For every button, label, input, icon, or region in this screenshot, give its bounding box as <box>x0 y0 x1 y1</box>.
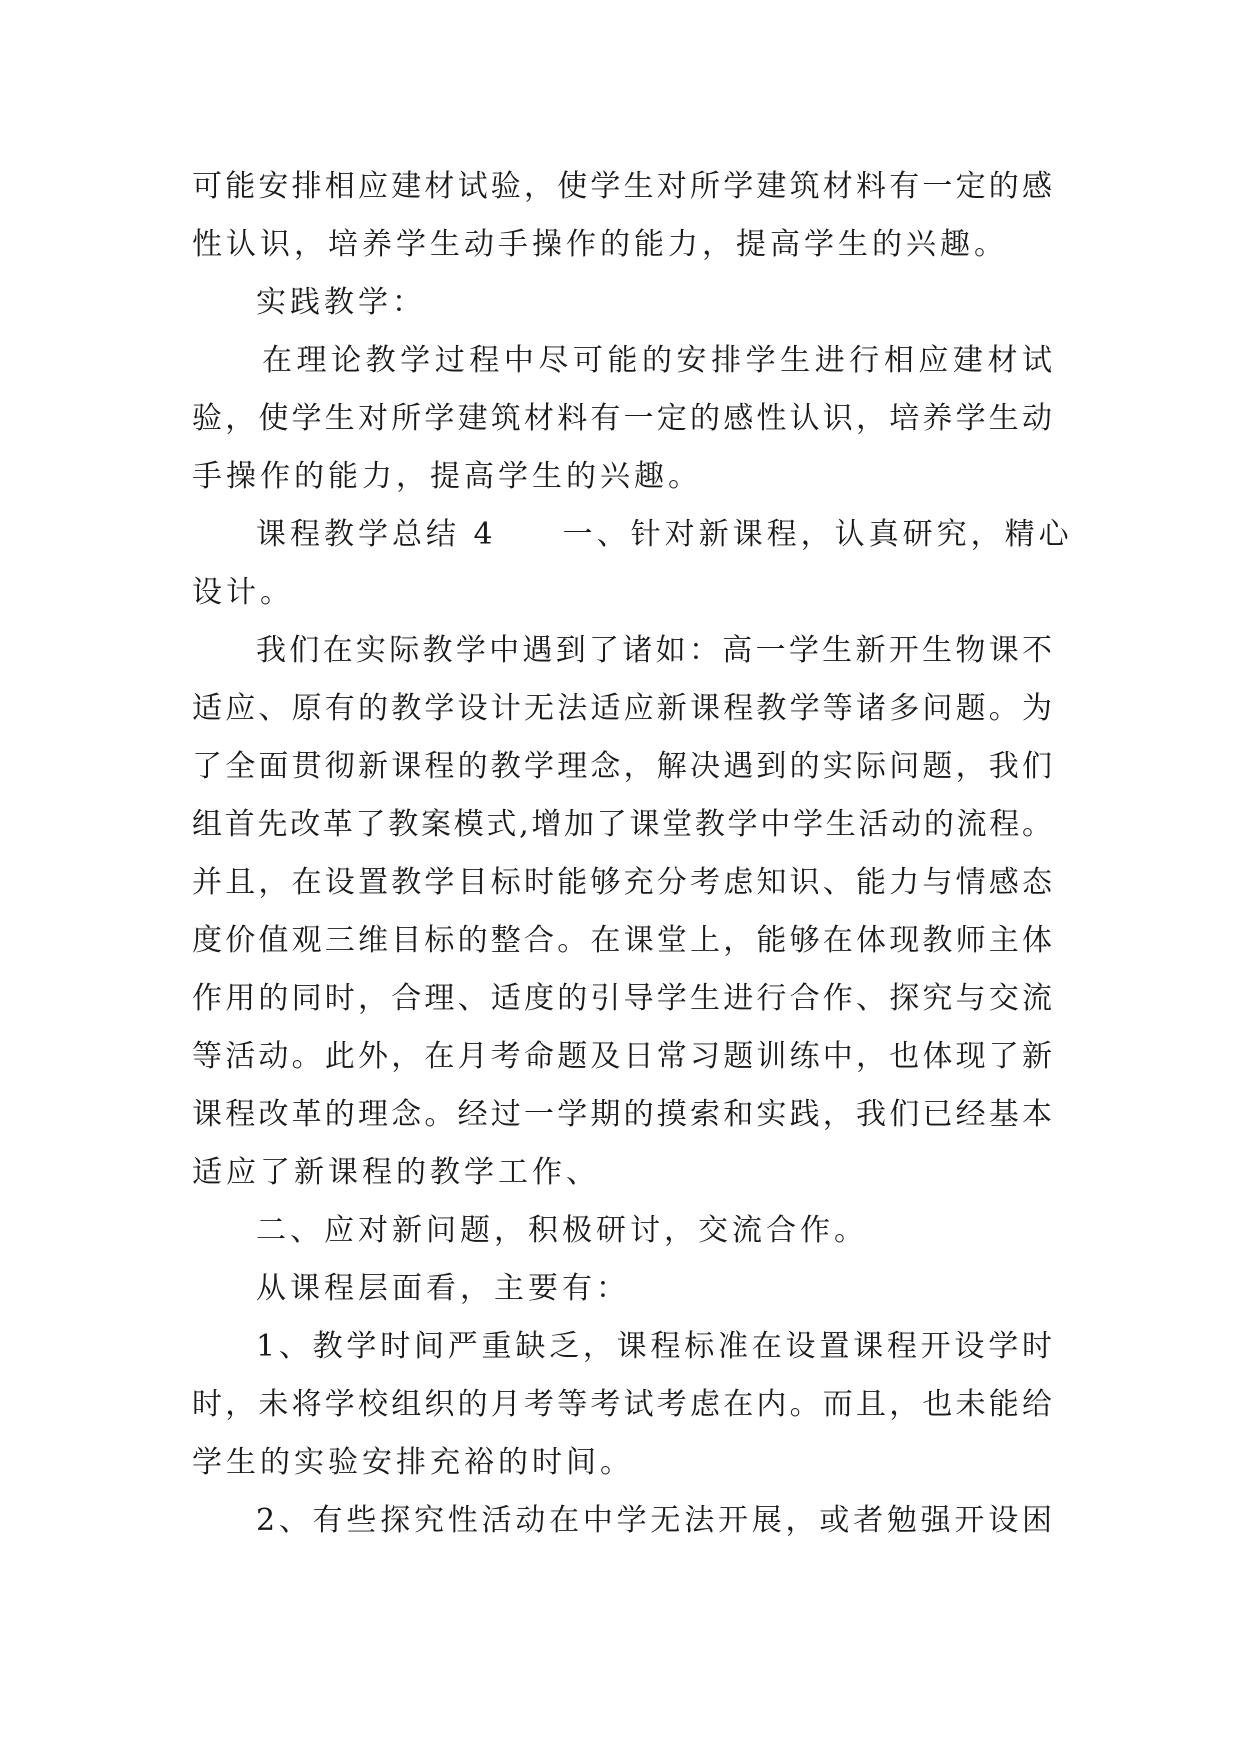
document-body <box>192 158 1073 1550</box>
text-line: 我们在实际教学中遇到了诸如：高一学生新开生物课不 <box>256 633 1052 668</box>
text-line: 组首先改革了教案模式,增加了课堂教学中学生活动的流程。 <box>192 807 1052 842</box>
text-line: 并且，在设置教学目标时能够充分考虑知识、能力与情感态 <box>192 865 1052 900</box>
text-line: 二、应对新问题，积极研讨，交流合作。 <box>256 1213 868 1248</box>
text-line: 了全面贯彻新课程的教学理念，解决遇到的实际问题，我们 <box>192 749 1052 784</box>
text-line: 作用的同时，合理、适度的引导学生进行合作、探究与交流 <box>192 981 1052 1016</box>
text-line: 验，使学生对所学建筑材料有一定的感性认识，培养学生动 <box>192 401 1052 436</box>
text-line: 适应了新课程的教学工作、 <box>192 1155 600 1190</box>
text-line: 手操作的能力，提高学生的兴趣。 <box>192 459 702 494</box>
text-line: 在理论教学过程中尽可能的安排学生进行相应建材试 <box>262 343 1052 378</box>
text-line: 从课程层面看，主要有： <box>256 1271 630 1306</box>
text-line: 实践教学： <box>256 285 426 320</box>
text-line: 设计。 <box>192 575 294 610</box>
text-line: 性认识，培养学生动手操作的能力，提高学生的兴趣。 <box>192 227 1008 262</box>
text-line: 适应、原有的教学设计无法适应新课程教学等诸多问题。为 <box>192 691 1052 726</box>
text-line: 可能安排相应建材试验，使学生对所学建筑材料有一定的感 <box>192 169 1052 204</box>
text-line: 课程改革的理念。经过一学期的摸索和实践，我们已经基本 <box>192 1097 1052 1132</box>
text-line: 1、教学时间严重缺乏，课程标准在设置课程开设学时 <box>256 1329 1052 1364</box>
section-heading-line <box>192 506 1073 564</box>
section-point: 一、针对新课程，认真研究，精心 <box>562 517 1073 552</box>
text-line: 度价值观三维目标的整合。在课堂上，能够在体现教师主体 <box>192 923 1052 958</box>
text-line: 学生的实验安排充裕的时间。 <box>192 1445 634 1480</box>
text-line: 2、有些探究性活动在中学无法开展，或者勉强开设困 <box>256 1503 1052 1538</box>
text-line: 时，未将学校组织的月考等考试考虑在内。而且，也未能给 <box>192 1387 1052 1422</box>
section-title: 课程教学总结 4 <box>256 517 497 552</box>
text-line: 等活动。此外，在月考命题及日常习题训练中，也体现了新 <box>192 1039 1052 1074</box>
